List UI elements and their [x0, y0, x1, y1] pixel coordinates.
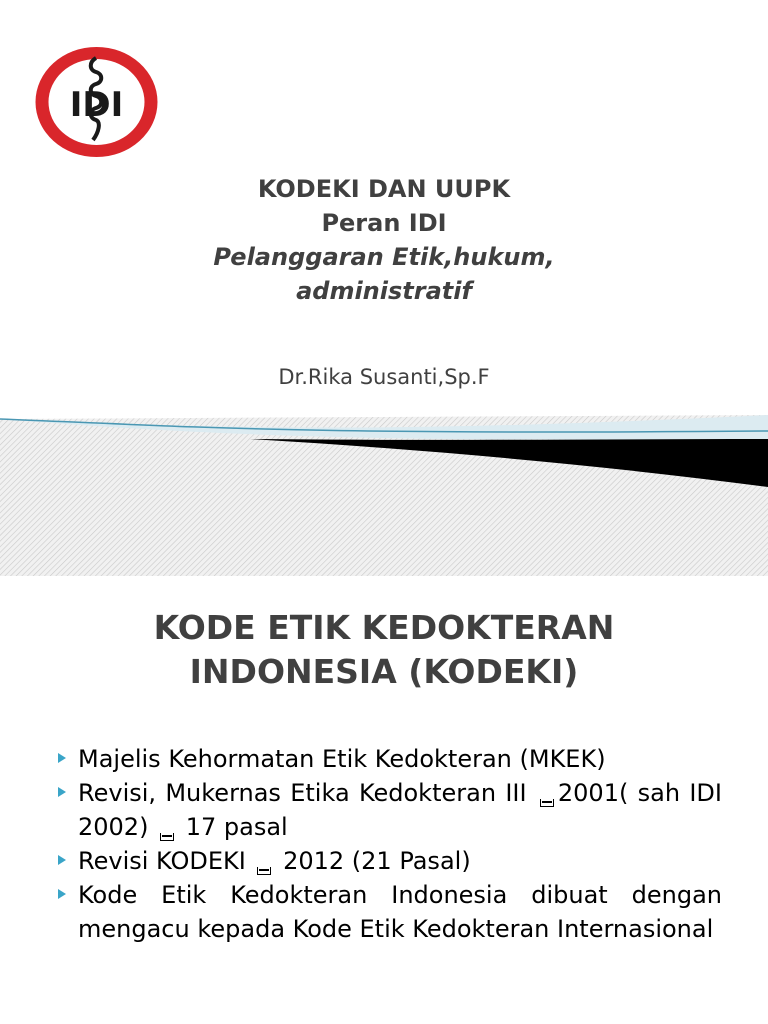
- list-item: [58, 844, 722, 878]
- title-line-1: KODEKI DAN UUPK: [257, 175, 511, 203]
- slide-title: [40, 606, 728, 694]
- list-item: [58, 776, 722, 844]
- missing-glyph-icon: [540, 799, 554, 807]
- missing-glyph-icon: [160, 833, 174, 841]
- bullet-arrow-icon: [58, 753, 66, 763]
- list-item: [58, 742, 722, 776]
- bullet-text: Revisi, Mukernas Etika Kedokteran III: [78, 779, 527, 807]
- list-item: [58, 878, 722, 946]
- bullet-text: 2012 (21 Pasal): [283, 847, 471, 875]
- content-slide: [0, 576, 768, 1024]
- bullet-text: Kode Etik Kedokteran Indonesia dibuat dengan mengacu kepada Kode Etik Kedokteran Internasional: [78, 881, 722, 943]
- logo-text: IDI: [69, 85, 124, 125]
- bullet-text: 2001( sah IDI 2002): [78, 779, 722, 841]
- bullet-arrow-icon: [58, 889, 66, 899]
- bullet-text: Majelis Kehormatan Etik Kedokteran (MKEK): [78, 745, 606, 773]
- author-name: Dr.Rika Susanti,Sp.F: [278, 365, 490, 389]
- slide-title-line-1: KODE ETIK KEDOKTERAN: [153, 608, 615, 647]
- subtitle-line-2: administratif: [296, 277, 472, 305]
- missing-glyph-icon: [257, 867, 271, 875]
- subtitle-line-1: Pelanggaran Etik,hukum,: [213, 243, 555, 271]
- bullet-text: Revisi KODEKI: [78, 847, 246, 875]
- bullet-arrow-icon: [58, 787, 66, 797]
- title-line-2: Peran IDI: [321, 209, 447, 237]
- bullet-text: 17 pasal: [185, 813, 288, 841]
- slide-title-line-2: INDONESIA (KODEKI): [189, 652, 579, 691]
- title-block: [0, 172, 768, 308]
- bullet-list: [58, 742, 722, 946]
- decorative-wave-band: [0, 405, 768, 576]
- bullet-arrow-icon: [58, 855, 66, 865]
- idi-logo-icon: [33, 44, 160, 160]
